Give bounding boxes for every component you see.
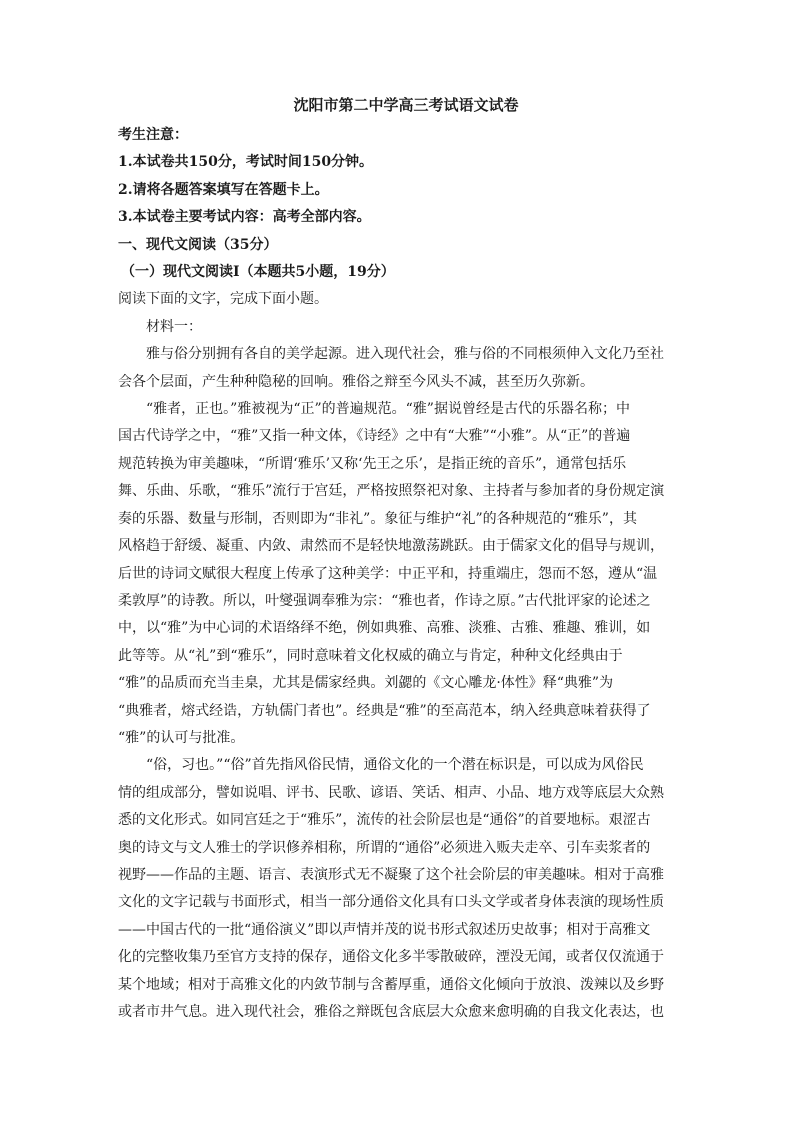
passage-line: 化的完整收集乃至官方支持的保存，通俗文化多半零散破碎，湮没无闻，或者仅仅流通于 xyxy=(118,949,664,966)
passage-paragraph xyxy=(118,341,680,396)
notice-item-1: 1.本试卷共150分，考试时间150分钟。 xyxy=(118,154,374,171)
passage-line: 风格趋于舒缓、凝重、内敛、肃然而不是轻快地激荡跳跃。由于儒家文化的倡导与规训， xyxy=(118,538,664,555)
passage-line: 某个地域；相对于高雅文化的内敛节制与含蓄厚重，通俗文化倾向于放浪、泼辣以及乡野 xyxy=(118,976,664,993)
passage-line: 中，以“雅”为中心词的术语络绎不绝，例如典雅、高雅、淡雅、古雅、雅趣、雅训，如 xyxy=(118,620,651,637)
passage-line: 后世的诗词文赋很大程度上传承了这种美学：中正平和，持重端庄，怨而不怒，遵从“温 xyxy=(118,565,658,582)
passage-line: 此等等。从“礼”到“雅乐”，同时意味着文化权威的确立与肯定，种种文化经典由于 xyxy=(118,647,623,664)
passage-body xyxy=(118,341,680,1026)
notice-item-2: 2.请将各题答案填写在答题卡上。 xyxy=(118,181,329,198)
passage-line: 雅与俗分别拥有各自的美学起源。进入现代社会，雅与俗的不同根须伸入文化乃至社 xyxy=(146,346,664,363)
material-label: 材料一： xyxy=(146,318,202,335)
section-heading: 一、现代文阅读（35分） xyxy=(118,236,278,253)
passage-paragraph xyxy=(118,752,680,1026)
notice-heading: 考生注意： xyxy=(118,127,188,143)
passage-line: 舞、乐曲、乐歌，“雅乐”流行于宫廷，严格按照祭祀对象、主持者与参加者的身份规定演 xyxy=(118,483,665,500)
passage-line: “俗，习也。”“俗”首先指风俗民情，通俗文化的一个潜在标识是，可以成为风俗民 xyxy=(146,757,644,774)
passage-line: 奥的诗文与文人雅士的学识修养相称，所谓的“通俗”必须进入贩夫走卒、引车卖浆者的 xyxy=(118,839,651,856)
passage-line: 情的组成部分，譬如说唱、评书、民歌、谚语、笑话、相声、小品、地方戏等底层大众熟 xyxy=(118,784,664,801)
passage-paragraph xyxy=(118,396,680,752)
passage-line: ——中国古代的一批“通俗演义”即以声情并茂的说书形式叙述历史故事；相对于高雅文 xyxy=(118,921,651,938)
passage-line: 悉的文化形式。如同宫廷之于“雅乐”，流传的社会阶层也是“通俗”的首要地标。艰涩古 xyxy=(118,812,651,829)
passage-line: 规范转换为审美趣味，“所谓‘雅乐’又称‘先王之乐’，是指正统的音乐”，通常包括乐 xyxy=(118,455,627,472)
page-content xyxy=(118,88,680,1026)
passage-line: “典雅者，熔式经诰，方轨儒门者也”。经典是“雅”的至高范本，纳入经典意味着获得了 xyxy=(118,702,651,719)
passage-line: 国古代诗学之中，“雅”又指一种文体，《诗经》之中有“大雅”“小雅”。从“正”的普遍 xyxy=(118,428,631,445)
passage-line: 奏的乐器、数量与形制，否则即为“非礼”。象征与维护“礼”的各种规范的“雅乐”，其 xyxy=(118,510,637,527)
passage-line: “雅者，正也。”雅被视为“正”的普遍规范。“雅”据说曾经是古代的乐器名称；中 xyxy=(146,401,630,418)
reading-instruction: 阅读下面的文字，完成下面小题。 xyxy=(118,291,328,308)
page-title: 沈阳市第二中学高三考试语文试卷 xyxy=(293,96,519,114)
passage-line: 或者市井气息。进入现代社会，雅俗之辩既包含底层大众愈来愈明确的自我文化表达，也 xyxy=(118,1004,664,1020)
passage-line: 文化的文字记载与书面形式，相当一部分通俗文化具有口头文学或者身体表演的现场性质 xyxy=(118,894,664,911)
passage-line: “雅”的品质而充当圭臬，尤其是儒家经典。刘勰的《文心雕龙·体性》释“典雅”为 xyxy=(118,675,614,692)
passage-line: 柔敦厚”的诗教。所以，叶燮强调奉雅为宗：“雅也者，作诗之原。”古代批评家的论述之 xyxy=(118,592,651,609)
notice-item-3: 3.本试卷主要考试内容：高考全部内容。 xyxy=(118,209,371,226)
passage-line: 视野——作品的主题、语言、表演形式无不凝聚了这个社会阶层的审美趣味。相对于高雅 xyxy=(118,866,664,883)
subsection-heading: （一）现代文阅读Ⅰ（本题共5小题，19分） xyxy=(121,264,395,281)
passage-line: 会各个层面，产生种种隐秘的回响。雅俗之辩至今风头不减，甚至历久弥新。 xyxy=(118,373,594,390)
passage-line: “雅”的认可与批准。 xyxy=(118,729,245,746)
